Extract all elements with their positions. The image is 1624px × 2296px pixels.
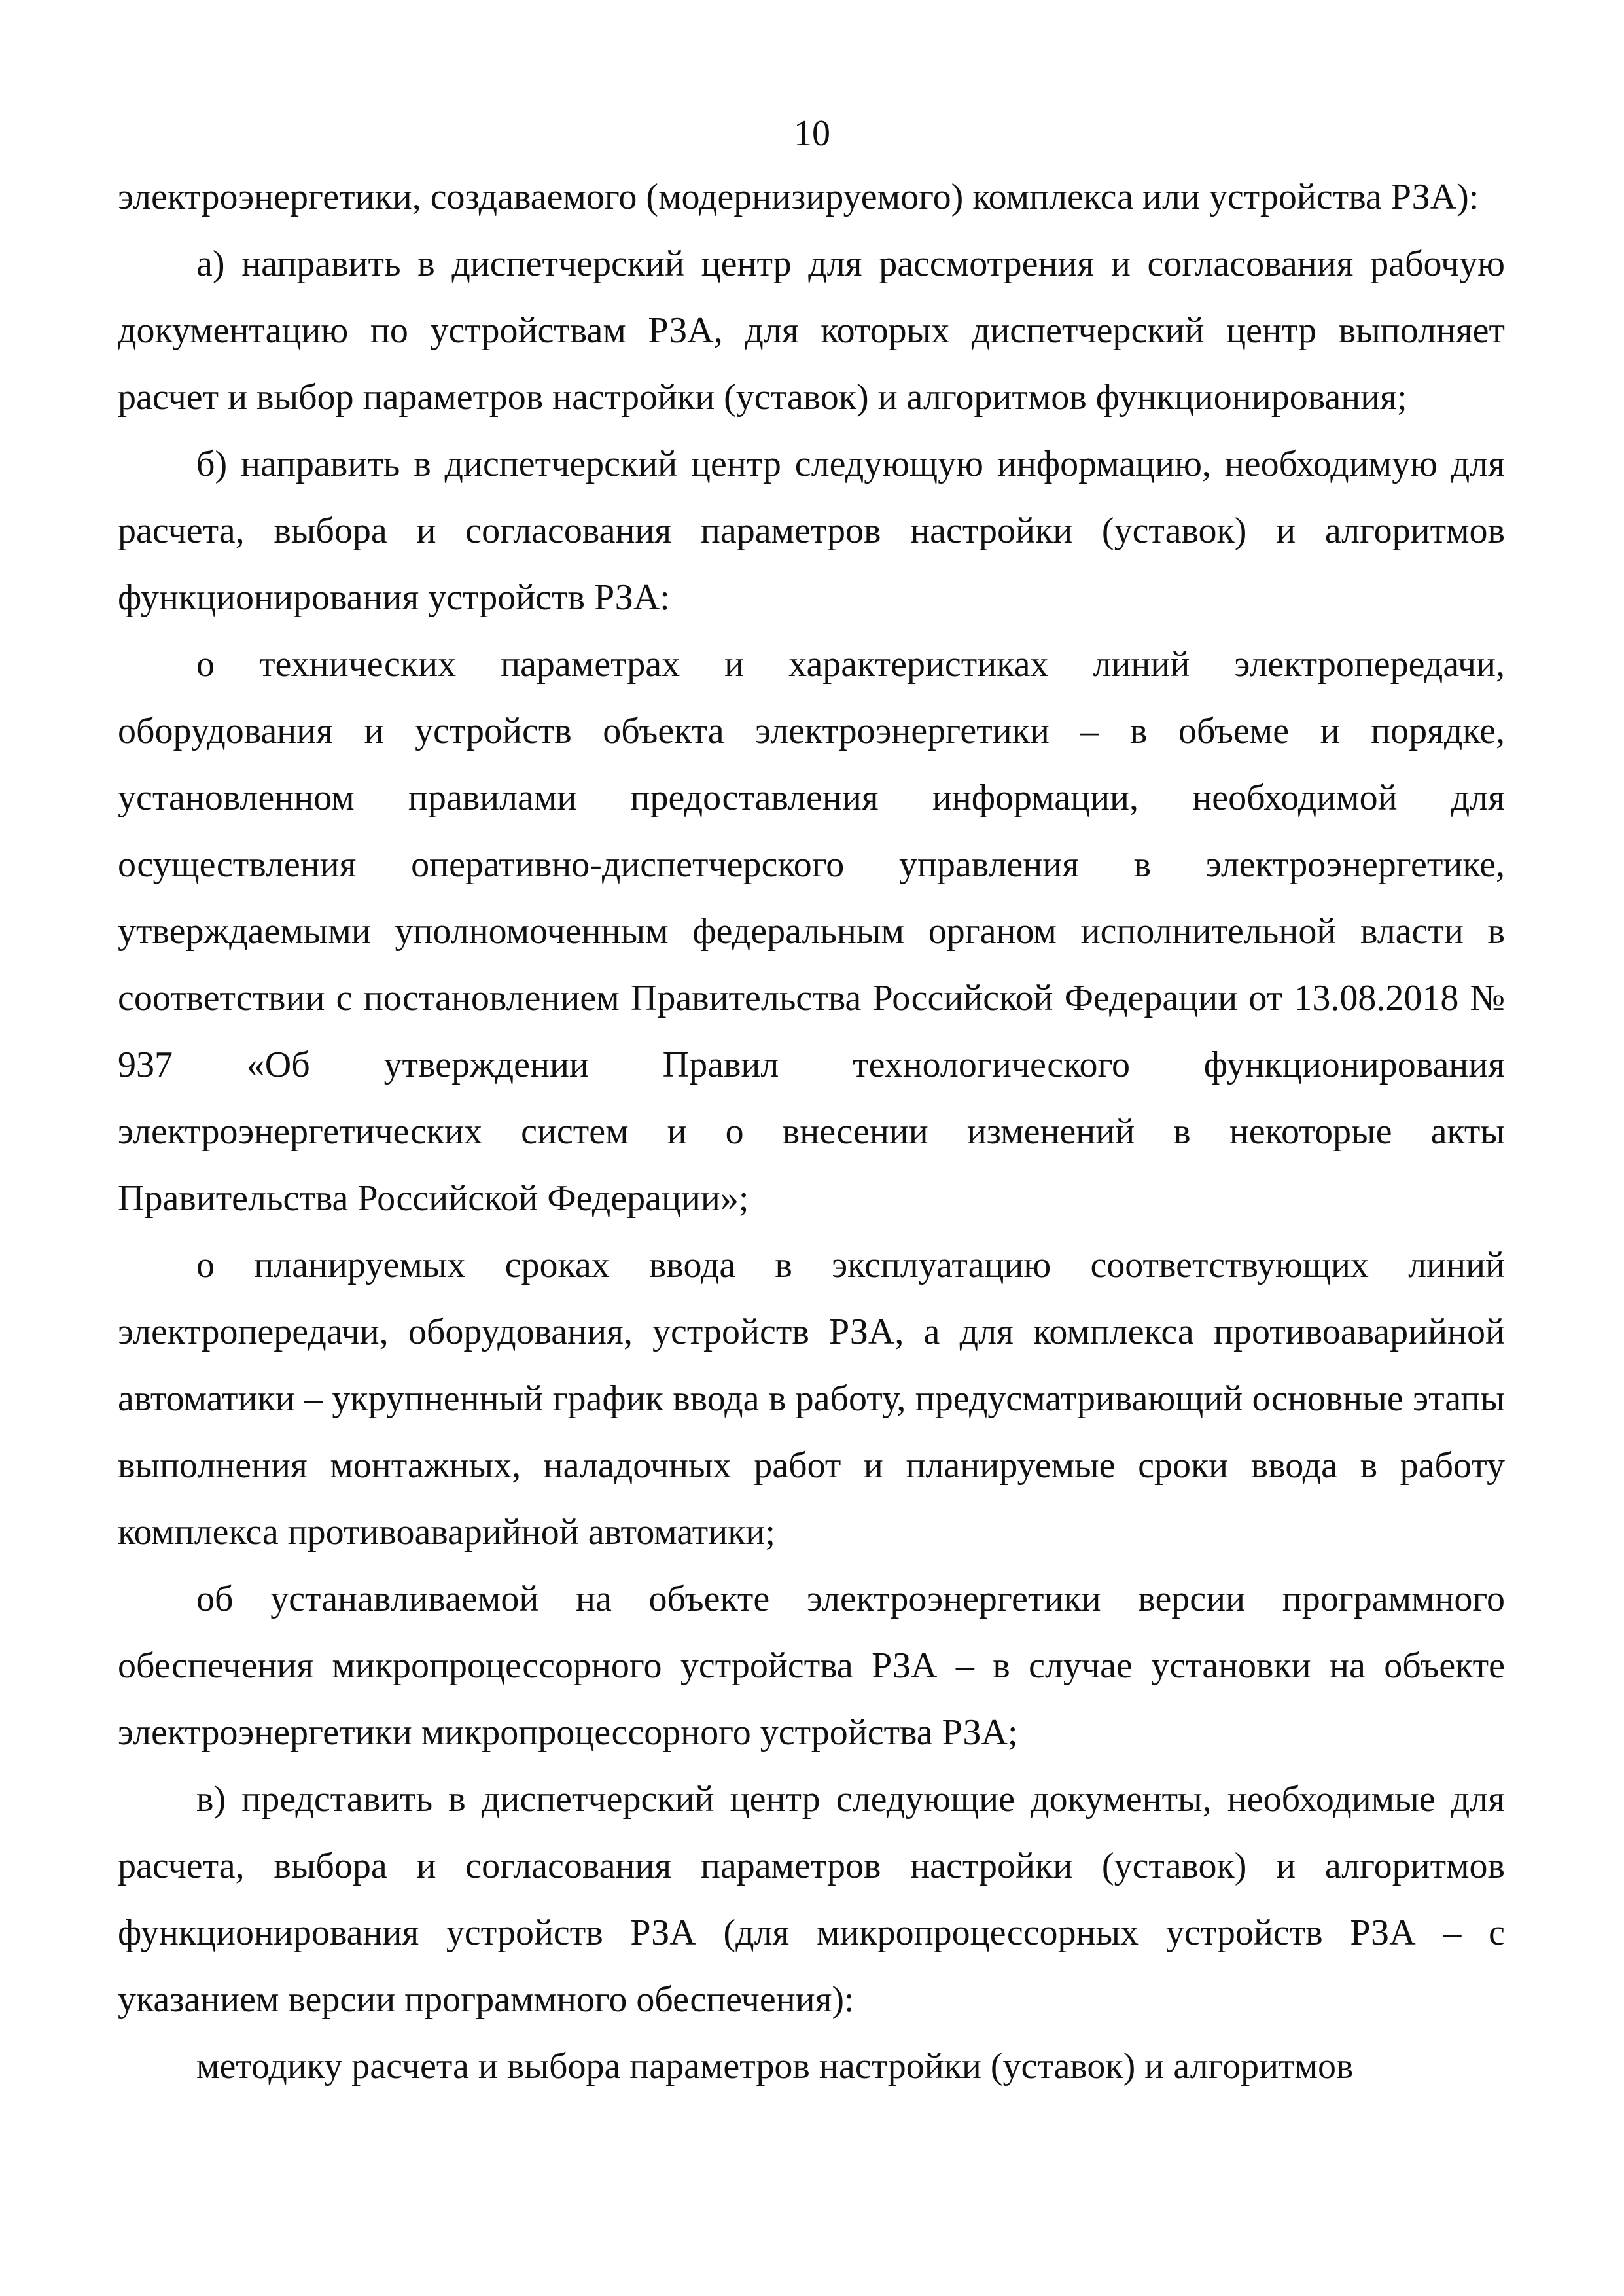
document-body: [118, 164, 1505, 2100]
paragraph-methodology: методику расчета и выбора параметров настройки (уставок) и алгоритмов: [196, 2046, 1354, 2087]
paragraph-planned-dates: о планируемых сроках ввода в эксплуатацию соответствующих линий электропередачи, оборудования, устройств РЗА, а для комплекса противоаварийной автоматики – укрупненный график ввода в работу, предусматривающий основные этапы выполнения монтажных, наладочных работ и планируемые сроки ввода в работу комплекса противоаварийной автоматики;: [118, 1245, 1505, 1552]
paragraph-continuation: электроэнергетики, создаваемого (модернизируемого) комплекса или устройства РЗА):: [118, 177, 1479, 217]
paragraph-software-version: об устанавливаемой на объекте электроэнергетики версии программного обеспечения микропроцессорного устройства РЗА – в случае установки на объекте электроэнергетики микропроцессорного устройства РЗА;: [118, 1579, 1505, 1753]
page-number: 10: [794, 113, 830, 154]
paragraph-technical-parameters: о технических параметрах и характеристиках линий электропередачи, оборудования и устройств объекта электроэнергетики – в объеме и порядке, установленном правилами предоставления информации, необходимой для осуществления оперативно-диспетчерского управления в электроэнергетике, утверждаемыми уполномоченным федеральным органом исполнительной власти в соответствии с постановлением Правительства Российской Федерации от 13.08.2018 № 937 «Об утверждении Правил технологического функционирования электроэнергетических систем и о внесении изменений в некоторые акты Правительства Российской Федерации»;: [118, 644, 1505, 1219]
paragraph-item-b: б) направить в диспетчерский центр следующую информацию, необходимую для расчета, выбора и согласования параметров настройки (уставок) и алгоритмов функционирования устройств РЗА:: [118, 444, 1505, 618]
paragraph-item-a: а) направить в диспетчерский центр для рассмотрения и согласования рабочую документацию по устройствам РЗА, для которых диспетчерский центр выполняет расчет и выбор параметров настройки (уставок) и алгоритмов функционирования;: [118, 243, 1505, 418]
paragraph-item-c: в) представить в диспетчерский центр следующие документы, необходимые для расчета, выбора и согласования параметров настройки (уставок) и алгоритмов функционирования устройств РЗА (для микропроцессорных устройств РЗА – с указанием версии программного обеспечения):: [118, 1779, 1505, 2020]
